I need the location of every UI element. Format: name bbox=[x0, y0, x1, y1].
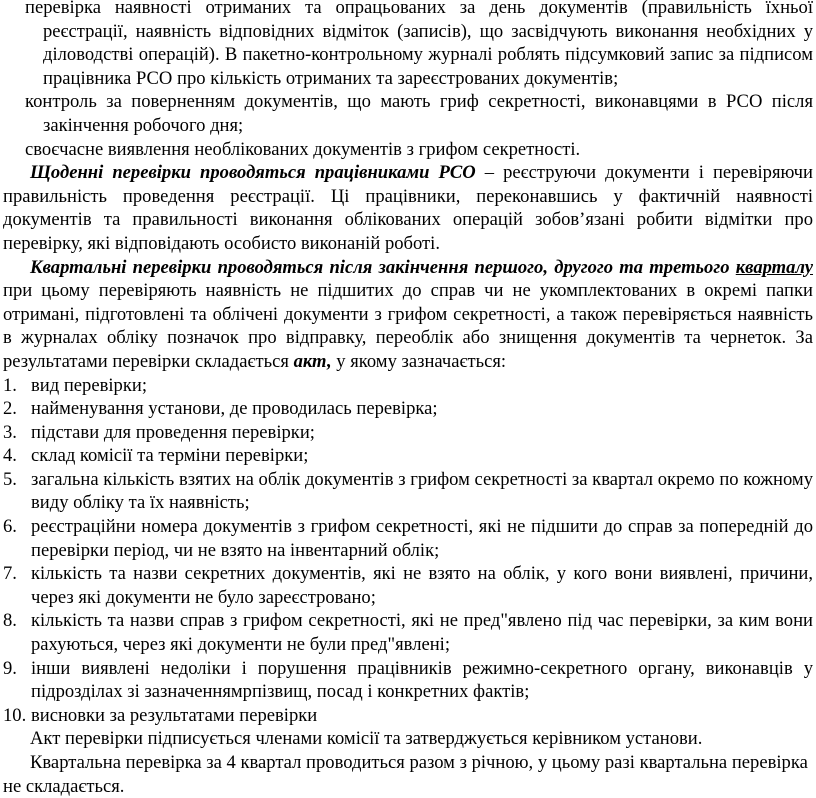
quarterly-checks-tail: у якому зазначається: bbox=[331, 350, 507, 372]
list-item-text: висновки за результатами перевірки bbox=[31, 704, 318, 726]
list-item bbox=[3, 704, 813, 728]
list-item bbox=[3, 421, 813, 445]
list-item-text: кількість та назви секретних документів, які не взято на облік, у кого вони виявлені, причини, через які документи не було зареєстровано; bbox=[31, 563, 813, 608]
act-contents-list bbox=[3, 374, 813, 728]
list-item-text: загальна кількість взятих на облік документів з грифом секретності за квартал окремо по кожному виду обліку та їх наявність; bbox=[31, 468, 813, 514]
list-item-text: підстави для проведення перевірки; bbox=[31, 421, 315, 443]
list-item-text: реєстраційни номера документів з грифом секретності, які не підшити до справ за попередній до перевірки період, чи не взято на інвентарний облік; bbox=[31, 516, 813, 561]
quarterly-checks-heading: Квартальні перевірки проводяться після закінчення першого, другого та третього bbox=[30, 256, 736, 278]
list-item-number: 9. bbox=[3, 657, 17, 679]
quarterly-checks-heading-underlined: кварталу bbox=[735, 256, 813, 278]
daily-checks-text: – реєструючи документи і перевіряючи правильність проведення реєстрації. Ці працівники, переконавшись у фактичній наявності документів та правильності виконання облікованих операцій зобов’язані робити відмітки про перевірку, які відповідають особисто виконаній роботі. bbox=[3, 162, 813, 254]
list-item-text: вид перевірки; bbox=[31, 374, 147, 396]
document-page bbox=[3, 0, 813, 798]
quarterly-checks-paragraph bbox=[3, 256, 813, 374]
list-item bbox=[3, 444, 813, 468]
daily-checks-heading: Щоденні перевірки проводяться працівниками РСО bbox=[30, 162, 476, 184]
bullet-paragraph: перевірка наявності отриманих та опрацьованих за день документів (правильність їхньої реєстрації, наявність відповідних відміток (записів), що засвідчують виконання необхідних у діловодстві операцій). В пакетно-контрольному журналі роблять підсумковий запис за підписом працівника РСО про кількість отриманих та зареєстрованих документів; bbox=[25, 0, 813, 89]
list-item-number: 8. bbox=[3, 610, 17, 632]
list-item-number: 3. bbox=[3, 421, 17, 443]
bullet-paragraph: контроль за поверненням документів, що мають гриф секретності, виконавцями в РСО після закінчення робочого дня; bbox=[25, 91, 813, 136]
list-item bbox=[3, 562, 813, 609]
bullet-paragraph: своєчасне виявлення необлікованих документів з грифом секретності. bbox=[25, 138, 581, 160]
daily-checks-paragraph bbox=[3, 161, 813, 255]
list-item-text: склад комісії та терміни перевірки; bbox=[31, 445, 309, 467]
quarterly-checks-text: при цьому перевіряють наявність не підшитих до справ чи не укомплектованих в окремі папки отримані, підготовлені та облічені документи з грифом секретності, а також перевіряється наявність в журналах обліку позначок про відправку, переоблік або знищення документів та чернеток. За результатами перевірки складається bbox=[3, 280, 813, 372]
list-item-number: 4. bbox=[3, 445, 17, 467]
closing-paragraph: Квартальна перевірка за 4 квартал проводиться разом з річною, у цьому разі квартальна перевірка не складається. bbox=[3, 752, 808, 797]
list-item bbox=[3, 374, 813, 398]
closing-paragraph: Акт перевірки підписується членами комісії та затверджується керівником установи. bbox=[30, 728, 703, 750]
list-item-number: 7. bbox=[3, 563, 17, 585]
list-item bbox=[3, 397, 813, 421]
list-item-number: 1. bbox=[3, 374, 17, 396]
list-item bbox=[3, 515, 813, 562]
list-item bbox=[3, 468, 813, 515]
list-item bbox=[3, 657, 813, 704]
list-item-text: найменування установи, де проводилась перевірка; bbox=[31, 398, 438, 420]
act-term: акт, bbox=[293, 350, 332, 372]
list-item-text: інши виявлені недоліки і порушення працівників режимно-секретного органу, виконавців у підрозділах зі зазначеннямрпізвищ, посад і конкретних фактів; bbox=[31, 657, 813, 703]
list-item-number: 5. bbox=[3, 468, 17, 490]
list-item-text: кількість та назви справ з грифом секретності, які не пред"явлено під час перевірки, за ким вони рахуються, через які документи не були пред"явлені; bbox=[31, 610, 813, 656]
list-item bbox=[3, 609, 813, 656]
list-item-number: 2. bbox=[3, 398, 17, 420]
list-item-number: 10. bbox=[3, 704, 27, 726]
list-item-number: 6. bbox=[3, 516, 17, 538]
